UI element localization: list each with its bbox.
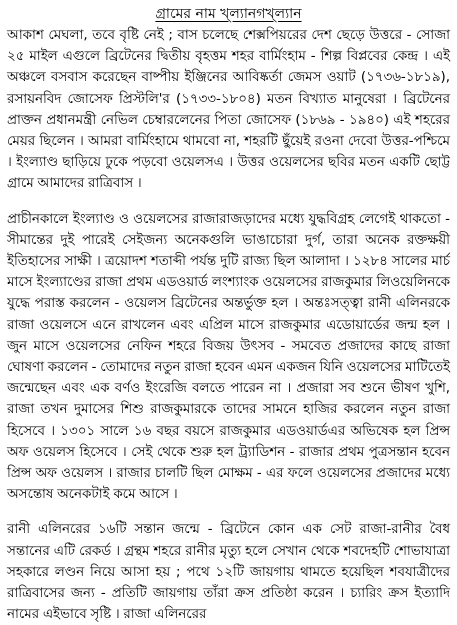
document-title: গ্রামের নাম খ্ল্যানগখ্ল্যান bbox=[155, 6, 302, 22]
paragraph-birmingham: আকাশ মেঘলা, তবে বৃষ্টি নেই ; বাস চলেছে শেক্সপিয়রের দেশ ছেড়ে উত্তরে - সোজা ২৫ মাইল এগুলে ব্রিটেনের দ্বিতীয় বৃহত্তম শহর বার্মিংহাম - শিল্প বিপ্লবের কেন্দ্র । এই অঞ্চলে বসবাস করেছেন বাষ্পীয় ইঞ্জিনের আবিষ্কর্তা জেমস ওয়াট (১৭৩৬-১৮১৯), রসায়নবিদ জোসেফ প্রিস্টলি'র (১৭৩৩-১৮০৪) মতন বিখ্যাত মানুষেরা । ব্রিটেনের প্রাক্তন প্রধানমন্ত্রী নেভিল চেম্বারলেনের পিতা জোসেফ (১৮৬৯ - ১৯৪০) এই শহরের মেয়র ছিলেন । আমরা বার্মিংহামে থামবো না, শহরটি ছুঁয়েই রওনা দেবো উত্তর-পশ্চিমে । ইংল্যাণ্ড ছাড়িয়ে ঢুকে পড়বো ওয়েলসএ । উত্তর ওয়েলসের ছবির মতন একটি ছোট্ট গ্রামে আমাদের রাত্রিবাস । bbox=[7, 28, 450, 192]
paragraph-prince-of-wales: প্রাচীনকালে ইংল্যাণ্ড ও ওয়েলসের রাজারাজড়াদের মধ্যে যুদ্ধবিগ্রহ লেগেই থাকতো - সীমান্তের দুই পারেই সেইজন্য অনেকগুলি ভাঙাচোরা দুর্গ, তারা অনেক রক্তক্ষয়ী ইতিহাসের সাক্ষী । ত্রয়োদশ শতাব্দী পর্যন্ত দুটি রাজ্য ছিল আলাদা । ১২৮৪ সালের মার্চ মাসে ইংল্যাণ্ডের রাজা প্রথম এডওয়ার্ড লংশ্যাংক ওয়েলসের রাজকুমার লিওয়েলিনকে যুদ্ধে পরাস্ত করলেন - ওয়েলস ব্রিটেনের অন্তর্ভুক্ত হল । অন্তঃসত্ত্বা রানী এলিনরকে রাজা ওয়েলসে এনে রাখলেন এবং এপ্রিল মাসে রাজকুমার এডোয়ার্ডের জন্ম হল । জুন মাসে ওয়েলসের নেফিন শহরে বিজয় উৎসব - সমবেত প্রজাদের কাছে রাজা ঘোষণা করলেন - তোমাদের নতুন রাজা হবেন এমন একজন যিনি ওয়েলসের মাটিতেই জন্মেছেন এবং এক বর্ণও ইংরেজি বলতে পারেন না । প্রজারা সব শুনে ভীষণ খুশি, রাজা তখন দুমাসের শিশু রাজকুমারকে তাদের সামনে হাজির করলেন নতুন রাজা হিসেবে । ১৩০১ সালে ১৬ বছর বয়সে রাজকুমার এডওয়ার্ডএর অভিষেক হল প্রিন্স অফ ওয়েলস হিসেবে । সেই থেকে শুরু হল ট্র্যাডিশন - রাজার প্রথম পুত্রসন্তান হবেন প্রিন্স অফ ওয়েলস । রাজার চালটি ছিল মোক্ষম - এর ফলে ওয়েলসের প্রজাদের মধ্যে অসন্তোষ অনেকটাই কমে আসে । bbox=[7, 211, 450, 503]
paragraph-queen-eleanor: রানী এলিনরের ১৬টি সন্তান জন্মে - ব্রিটেনে কোন এক সেট রাজা-রানীর বৈধ সন্তানের এটি রেকর্ড । গ্রন্থম শহরে রানীর মৃত্যু হলে সেখান থেকে শবদেহটি শোভাযাত্রা সহকারে লণ্ডন নিয়ে আসা হয় ; পথে ১২টি জায়গায় থামতে হয়েছিল শবযাত্রীদের রাত্রিবাসের জন্য - প্রতিটি জায়গায় তাঁরা ক্রস প্রতিষ্ঠা করেন । চ্যারিং ক্রস ইত্যাদি নামের এইভাবে সৃষ্টি । রাজা এলিনরের bbox=[7, 522, 450, 623]
